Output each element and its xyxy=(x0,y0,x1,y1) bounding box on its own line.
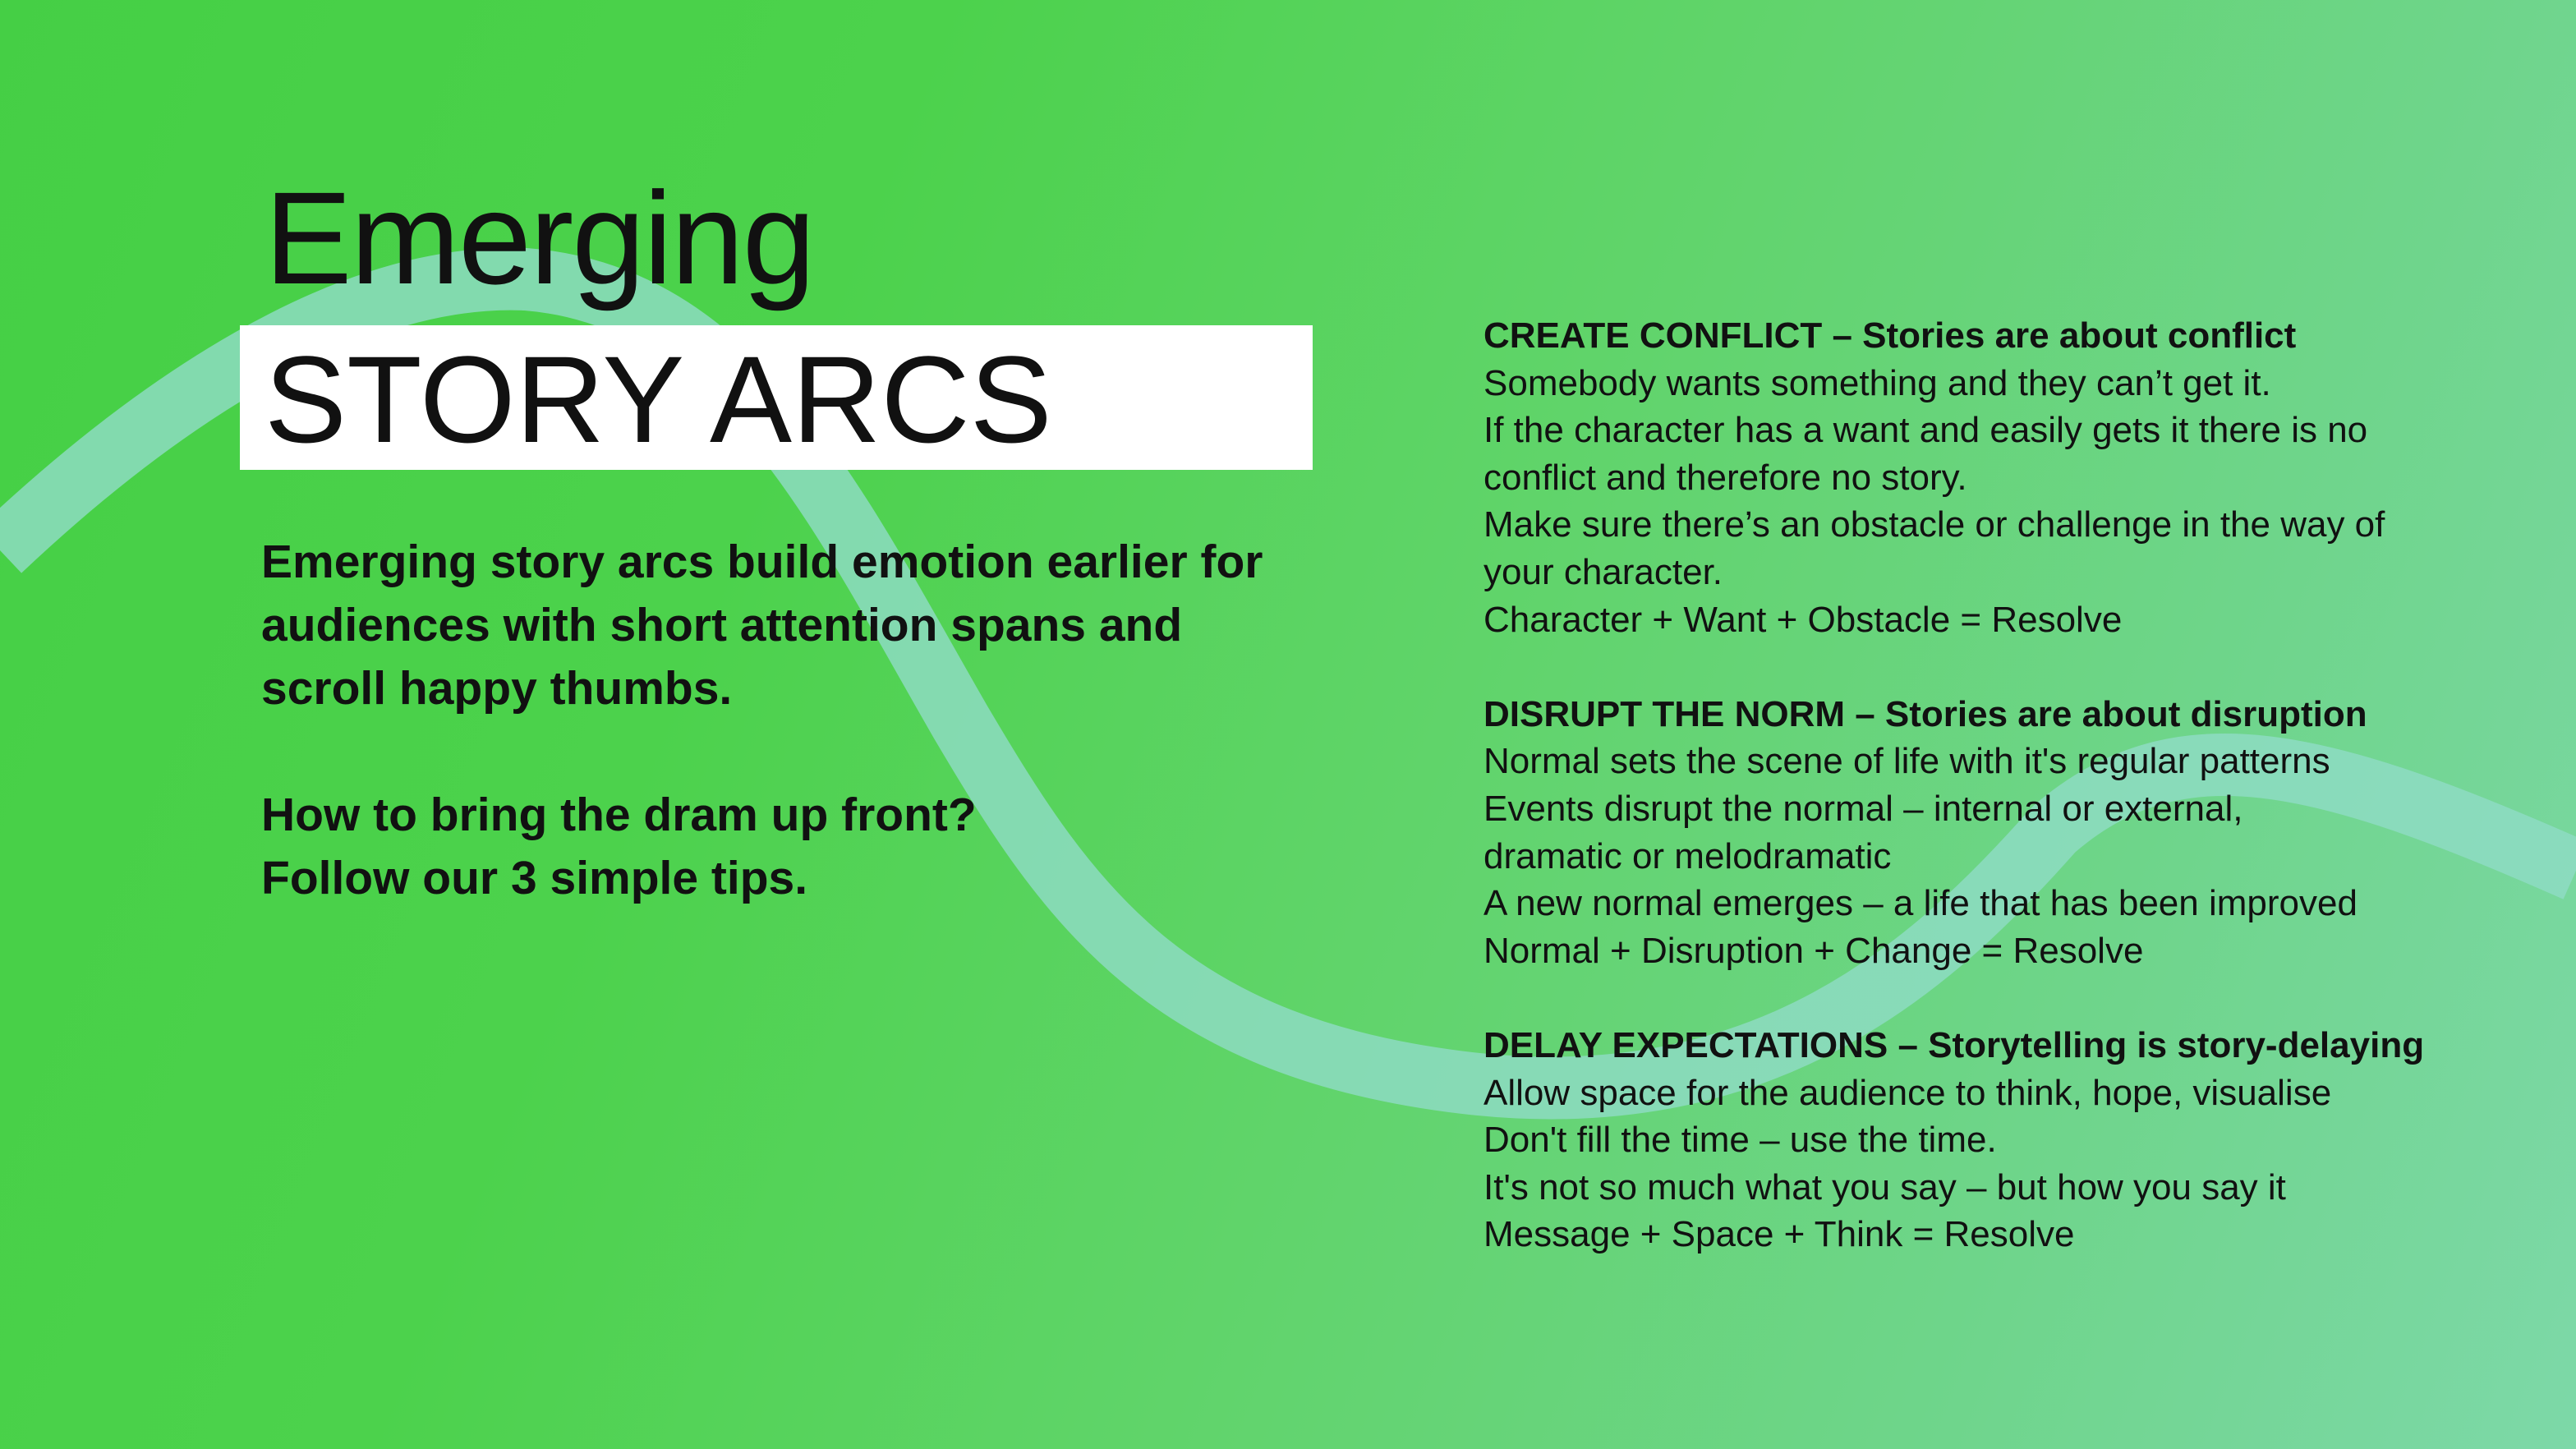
intro-line: audiences with short attention spans and xyxy=(261,599,1183,651)
tip-line: If the character has a want and easily gets it there is no xyxy=(1484,410,2368,451)
tip-delay-expectations xyxy=(1484,1022,2518,1258)
tip-disrupt-the-norm xyxy=(1484,691,2518,975)
tip-heading: DELAY EXPECTATIONS – Storytelling is story-delaying xyxy=(1484,1024,2425,1065)
tip-line: Allow space for the audience to think, hope, visualise xyxy=(1484,1072,2332,1113)
title-emerging: Emerging xyxy=(264,164,814,311)
tip-line: your character. xyxy=(1484,551,1723,592)
tip-line: Message + Space + Think = Resolve xyxy=(1484,1214,2075,1255)
tip-line: It's not so much what you say – but how you say it xyxy=(1484,1166,2286,1208)
tip-line: Normal sets the scene of life with it's regular patterns xyxy=(1484,741,2330,782)
intro-line: scroll happy thumbs. xyxy=(261,662,733,715)
tips-list xyxy=(1484,312,2518,1305)
tip-heading: DISRUPT THE NORM – Stories are about disruption xyxy=(1484,693,2367,734)
tip-create-conflict xyxy=(1484,312,2518,643)
tip-line: Don't fill the time – use the time. xyxy=(1484,1120,1997,1161)
intro-line: How to bring the dram up front? xyxy=(261,789,977,841)
title-story-arcs: STORY ARCS xyxy=(264,330,1052,468)
tip-line: Somebody wants something and they can’t get it. xyxy=(1484,362,2271,403)
tip-line: conflict and therefore no story. xyxy=(1484,457,1967,498)
intro-line: Follow our 3 simple tips. xyxy=(261,852,808,904)
intro-line: Emerging story arcs build emotion earlier for xyxy=(261,536,1263,588)
tip-line: Events disrupt the normal – internal or external, xyxy=(1484,788,2243,829)
tip-heading: CREATE CONFLICT – Stories are about conflict xyxy=(1484,315,2297,356)
tip-line: Make sure there’s an obstacle or challenge in the way of xyxy=(1484,504,2385,545)
intro-text xyxy=(261,531,1362,910)
tip-line: dramatic or melodramatic xyxy=(1484,835,1892,876)
tip-line: Character + Want + Obstacle = Resolve xyxy=(1484,599,2123,640)
tip-line: Normal + Disruption + Change = Resolve xyxy=(1484,930,2144,971)
tip-line: A new normal emerges – a life that has been improved xyxy=(1484,883,2358,924)
